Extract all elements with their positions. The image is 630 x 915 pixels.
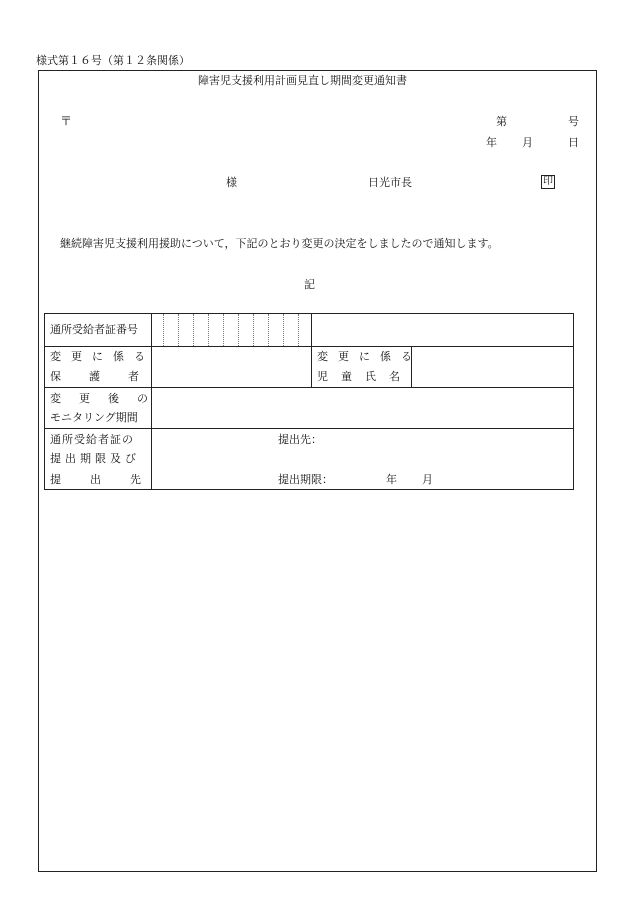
cert-number-label: 通所受給者証番号 [50,323,138,336]
submit-label-2: 提出期限及び [50,452,140,465]
ki-heading: 記 [304,278,315,291]
form-number: 様式第１６号（第１２条関係） [36,54,190,67]
issuer-name: 日光市長 [368,176,412,189]
period-label-2: モニタリング期間 [50,411,138,424]
deadline-month: 月 [422,473,433,486]
deadline-year: 年 [386,473,397,486]
child-label-2: 児童氏名 [317,370,413,383]
document-title: 障害児支援利用計画見直し期間変更通知書 [198,74,407,87]
guardian-label-line1 [50,350,155,363]
body-text: 継続障害児支援利用援助について，下記のとおり変更の決定をしましたので通知します。 [60,237,499,250]
guardian-label-2: 保護者 [50,370,167,383]
period-label-1: 変更後の [50,392,166,405]
submit-label-1: 通所受給者証の [50,433,134,446]
addressee-suffix: 様 [226,176,237,189]
submit-label-3: 提出先 [50,473,170,486]
submit-to-label: 提出先： [278,433,322,446]
deadline-label: 提出期限： [278,473,333,486]
child-label-1: 変更に係る [317,350,422,363]
guardian-label-1: 変更に係る [50,350,155,363]
date-year: 年 [486,136,497,149]
doc-number-suffix: 号 [568,115,579,128]
date-month: 月 [522,136,533,149]
doc-number-prefix: 第 [496,115,507,128]
date-day: 日 [568,136,579,149]
postal-mark: 〒 [60,114,73,128]
seal-mark: 印 [543,176,553,187]
guardian-label-line2 [50,370,167,383]
